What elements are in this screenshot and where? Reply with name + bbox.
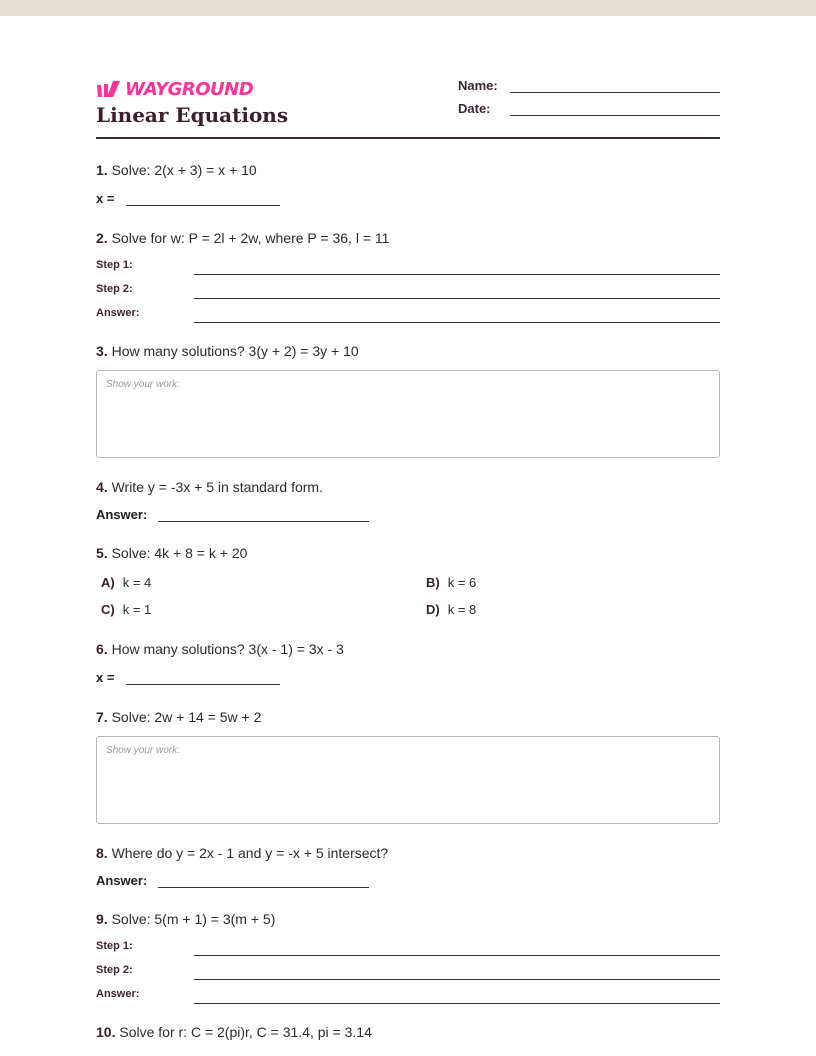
answer-label: Answer: [96,507,148,522]
option-b[interactable] [426,575,476,590]
question-number: 10. [96,1024,116,1040]
question-9 [96,911,275,927]
option-text: k = 8 [447,602,477,617]
step-line[interactable] [194,1003,720,1004]
option-letter: D) [426,602,440,617]
name-line[interactable] [510,78,720,93]
step-label: Step 2: [96,283,133,295]
work-box[interactable] [96,370,720,458]
question-text: Solve for w: P = 2l + 2w, where P = 36, l = 11 [111,230,390,246]
step-line[interactable] [194,274,720,275]
question-3 [96,343,359,359]
question-1 [96,162,257,178]
option-letter: C) [101,602,115,617]
work-placeholder: Show your work: [106,379,180,390]
step-line[interactable] [194,979,720,980]
question-text: How many solutions? 3(x - 1) = 3x - 3 [111,641,344,657]
option-letter: A) [101,575,115,590]
option-text: k = 4 [122,575,152,590]
question-number: 4. [96,479,108,495]
answer-line[interactable] [126,191,280,206]
step-label: Step 2: [96,964,133,976]
answer-line[interactable] [126,670,280,685]
step-row [96,259,720,275]
question-7 [96,709,261,725]
question-number: 1. [96,162,108,178]
option-c[interactable] [101,602,151,617]
step-row [96,940,720,956]
answer-row-8 [96,873,369,888]
question-number: 7. [96,709,108,725]
question-4 [96,479,323,495]
question-8 [96,845,388,861]
step-row [96,988,720,1004]
header-divider [96,137,720,139]
question-text: Solve: 5(m + 1) = 3(m + 5) [111,911,276,927]
step-line[interactable] [194,298,720,299]
name-field [458,78,720,93]
question-text: Solve for r: C = 2(pi)r, C = 31.4, pi = 3.14 [119,1024,372,1040]
date-field [458,101,720,116]
work-placeholder: Show your work: [106,745,180,756]
answer-label: Answer: [96,873,148,888]
step-label: Step 1: [96,940,133,952]
answer-label: x = [96,191,115,206]
brand-logo [96,78,253,100]
option-text: k = 6 [447,575,477,590]
step-label: Answer: [96,307,140,319]
question-6 [96,641,344,657]
question-text: Write y = -3x + 5 in standard form. [111,479,323,495]
option-a[interactable] [101,575,151,590]
option-d[interactable] [426,602,476,617]
answer-row-1 [96,191,280,206]
date-line[interactable] [510,101,720,116]
option-letter: B) [426,575,440,590]
answer-label: x = [96,670,115,685]
question-text: How many solutions? 3(y + 2) = 3y + 10 [111,343,359,359]
question-number: 8. [96,845,108,861]
step-row [96,964,720,980]
question-2 [96,230,389,246]
logo-text: WAYGROUND [125,78,254,100]
top-bar [0,0,816,16]
step-line[interactable] [194,322,720,323]
question-text: Where do y = 2x - 1 and y = -x + 5 intersect? [111,845,389,861]
question-5 [96,545,247,561]
step-row [96,283,720,299]
work-box[interactable] [96,736,720,824]
answer-line[interactable] [158,507,369,522]
answer-row-6 [96,670,280,685]
option-text: k = 1 [122,602,152,617]
logo-mark-icon [96,80,122,98]
question-text: Solve: 2(x + 3) = x + 10 [111,162,257,178]
question-text: Solve: 2w + 14 = 5w + 2 [111,709,262,725]
question-text: Solve: 4k + 8 = k + 20 [111,545,248,561]
question-number: 2. [96,230,108,246]
step-line[interactable] [194,955,720,956]
date-label: Date: [458,101,491,116]
step-label: Step 1: [96,259,133,271]
question-number: 3. [96,343,108,359]
question-number: 5. [96,545,108,561]
question-number: 6. [96,641,108,657]
answer-row-4 [96,507,369,522]
question-10 [96,1024,372,1040]
page-title: Linear Equations [96,103,289,127]
question-number: 9. [96,911,108,927]
name-label: Name: [458,78,498,93]
step-label: Answer: [96,988,140,1000]
answer-line[interactable] [158,873,369,888]
step-row [96,307,720,323]
